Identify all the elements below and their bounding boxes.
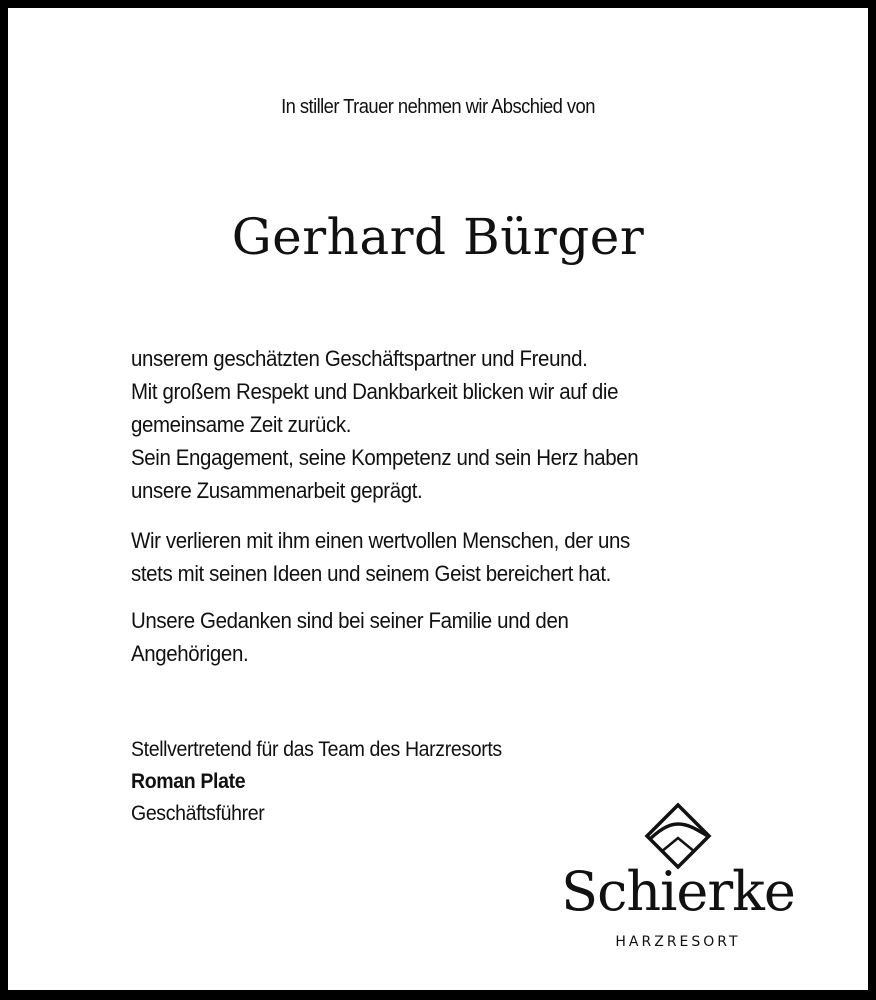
text-line: Wir verlieren mit ihm einen wertvollen Menschen, der uns [131,528,630,553]
text-line: unsere Zusammenarbeit geprägt. [131,478,423,503]
text-line: stets mit seinen Ideen und seinem Geist bereichert hat. [131,561,611,586]
signature-on-behalf: Stellvertretend für das Team des Harzresorts [131,738,502,761]
paragraph-tribute [131,342,638,507]
logo-wordmark: Schierke [561,860,795,923]
obituary-notice [8,8,868,990]
text-line: Angehörigen. [131,641,249,666]
paragraph-condolence [131,604,568,670]
intro-text: In stiller Trauer nehmen wir Abschied von [281,96,595,118]
deceased-name: Gerhard Bürger [231,208,645,266]
text-line: Mit großem Respekt und Dankbarkeit blicken wir auf die [131,379,619,404]
paragraph-loss [131,524,630,590]
text-line: unserem geschätzten Geschäftspartner und Freund. [131,346,588,371]
text-line: gemeinsame Zeit zurück. [131,412,352,437]
logo-subtitle: HARZRESORT [615,934,741,950]
signature-block [131,734,502,830]
signature-name: Roman Plate [131,770,246,793]
signature-title: Geschäftsführer [131,802,265,825]
text-line: Unsere Gedanken sind bei seiner Familie und den [131,608,569,633]
schierke-logo [548,798,808,958]
text-line: Sein Engagement, seine Kompetenz und sein Herz haben [131,445,639,470]
